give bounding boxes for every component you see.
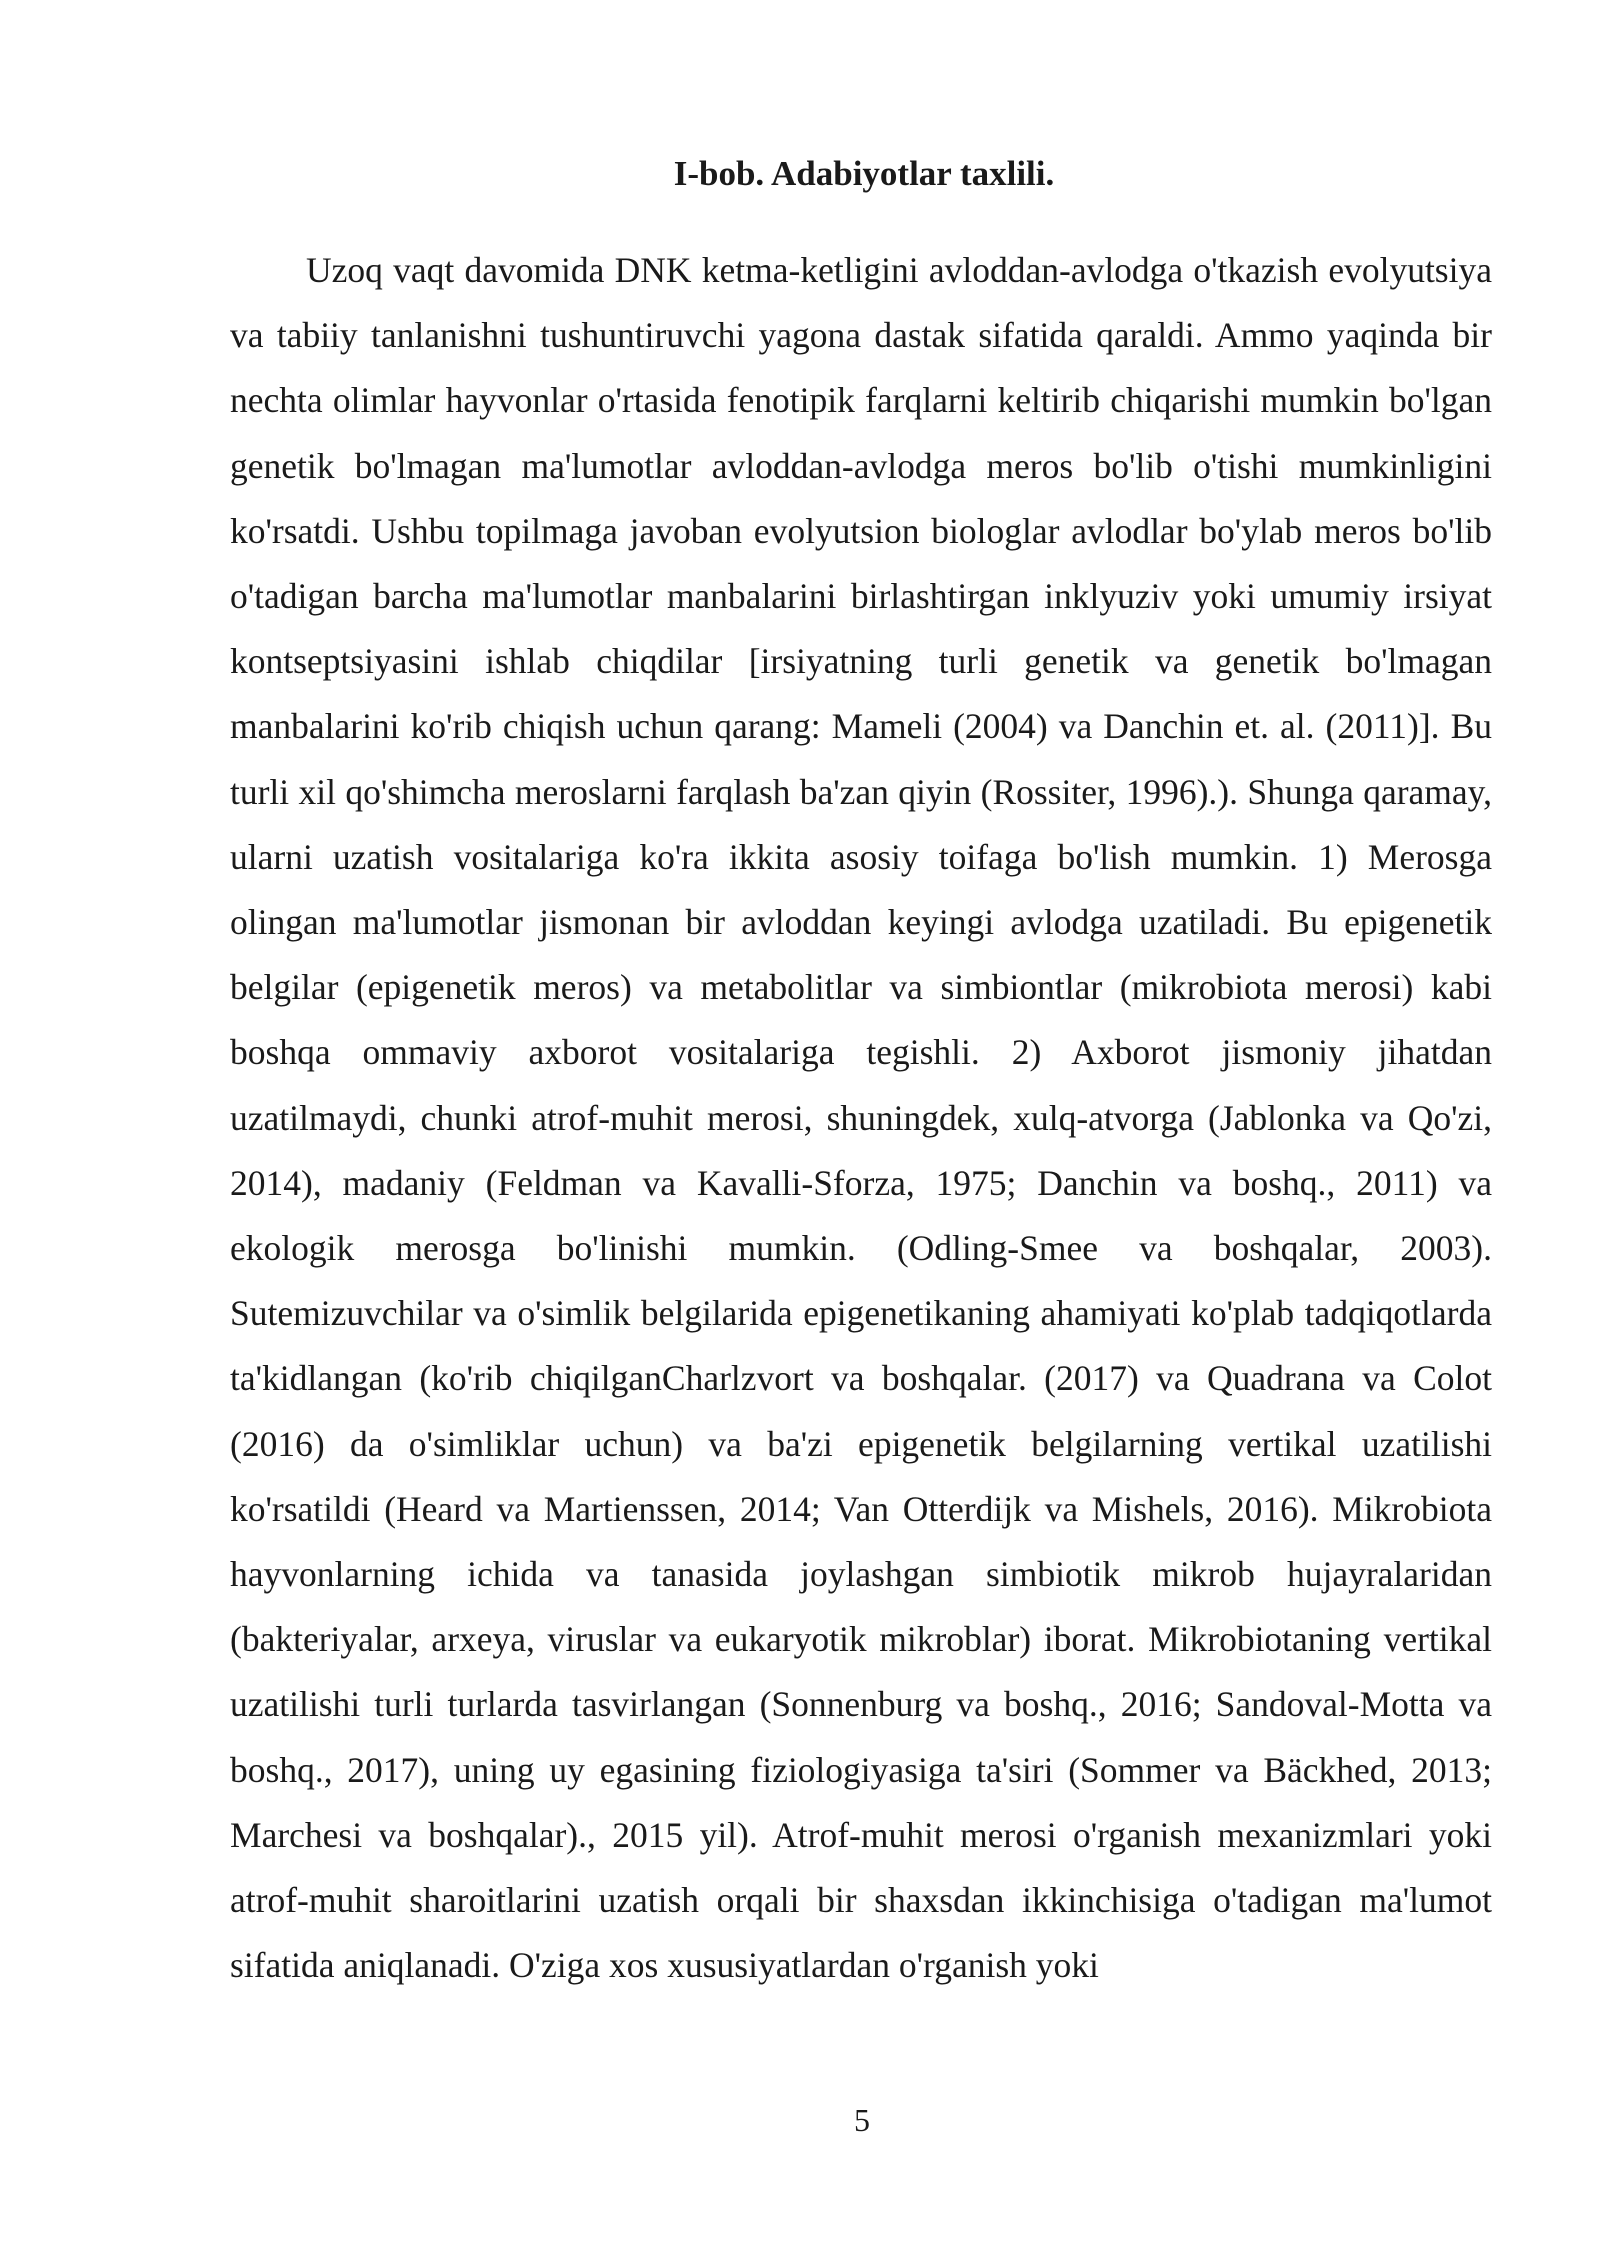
chapter-heading: I-bob. Adabiyotlar taxlili.	[673, 154, 1055, 193]
page-number: 5	[854, 2102, 870, 2138]
body-paragraph: Uzoq vaqt davomida DNK ketma-ketligini avloddan-avlodga o'tkazish evolyutsiya va tabiiy tanlanishni tushuntiruvchi yagona dastak sifatida qaraldi. Ammo yaqinda bir nechta olimlar hayvonlar o'rtasida fenotipik farqlarni keltirib chiqarishi mumkin bo'lgan genetik bo'lmagan ma'lumotlar avloddan-avlodga meros bo'lib o'tishi mumkinligini ko'rsatdi. Ushbu topilmaga javoban evolyutsion biologlar avlodlar bo'ylab meros bo'lib o'tadigan barcha ma'lumotlar manbalarini birlashtirgan inklyuziv yoki umumiy irsiyat kontseptsiyasini ishlab chiqdilar [irsiyatning turli genetik va genetik bo'lmagan manbalarini ko'rib chiqish uchun qarang: Mameli (2004) va Danchin et. al. (2011)]. Bu turli xil qo'shimcha meroslarni farqlash ba'zan qiyin (Rossiter, 1996).). Shunga qaramay, ularni uzatish vositalariga ko'ra ikkita asosiy toifaga bo'lish mumkin. 1) Merosga olingan ma'lumotlar jismonan bir avloddan keyingi avlodga uzatiladi. Bu epigenetik belgilar (epigenetik meros) va metabolitlar va simbiontlar (mikrobiota merosi) kabi boshqa ommaviy axborot vositalariga tegishli. 2) Axborot jismoniy jihatdan uzatilmaydi, chunki atrof-muhit merosi, shuningdek, xulq-atvorga (Jablonka va Qo'zi, 2014), madaniy (Feldman va Kavalli-Sforza, 1975; Danchin va boshq., 2011) va ekologik merosga bo'linishi mumkin. (Odling-Smee va boshqalar, 2003). Sutemizuvchilar va o'simlik belgilarida epigenetikaning ahamiyati ko'plab tadqiqotlarda ta'kidlangan (ko'rib chiqilganCharlzvort va boshqalar. (2017) va Quadrana va Colot (2016) da o'simliklar uchun) va ba'zi epigenetik belgilarning vertikal uzatilishi ko'rsatildi (Heard va Martienssen, 2014; Van Otterdijk va Mishels, 2016). Mikrobiota hayvonlarning ichida va tanasida joylashgan simbiotik mikrob hujayralaridan (bakteriyalar, arxeya, viruslar va eukaryotik mikroblar) iborat. Mikrobiotaning vertikal uzatilishi turli turlarda tasvirlangan (Sonnenburg va boshq., 2016; Sandoval-Motta va boshq., 2017), uning uy egasining fiziologiyasiga ta'siri (Sommer va Bäckhed, 2013; Marchesi va boshqalar)., 2015 yil). Atrof-muhit merosi o'rganish mexanizmlari yoki atrof-muhit sharoitlarini uzatish orqali bir shaxsdan ikkinchisiga o'tadigan ma'lumot sifatida aniqlanadi. O'ziga xos xususiyatlardan o'rganish yoki	[230, 250, 1492, 1986]
